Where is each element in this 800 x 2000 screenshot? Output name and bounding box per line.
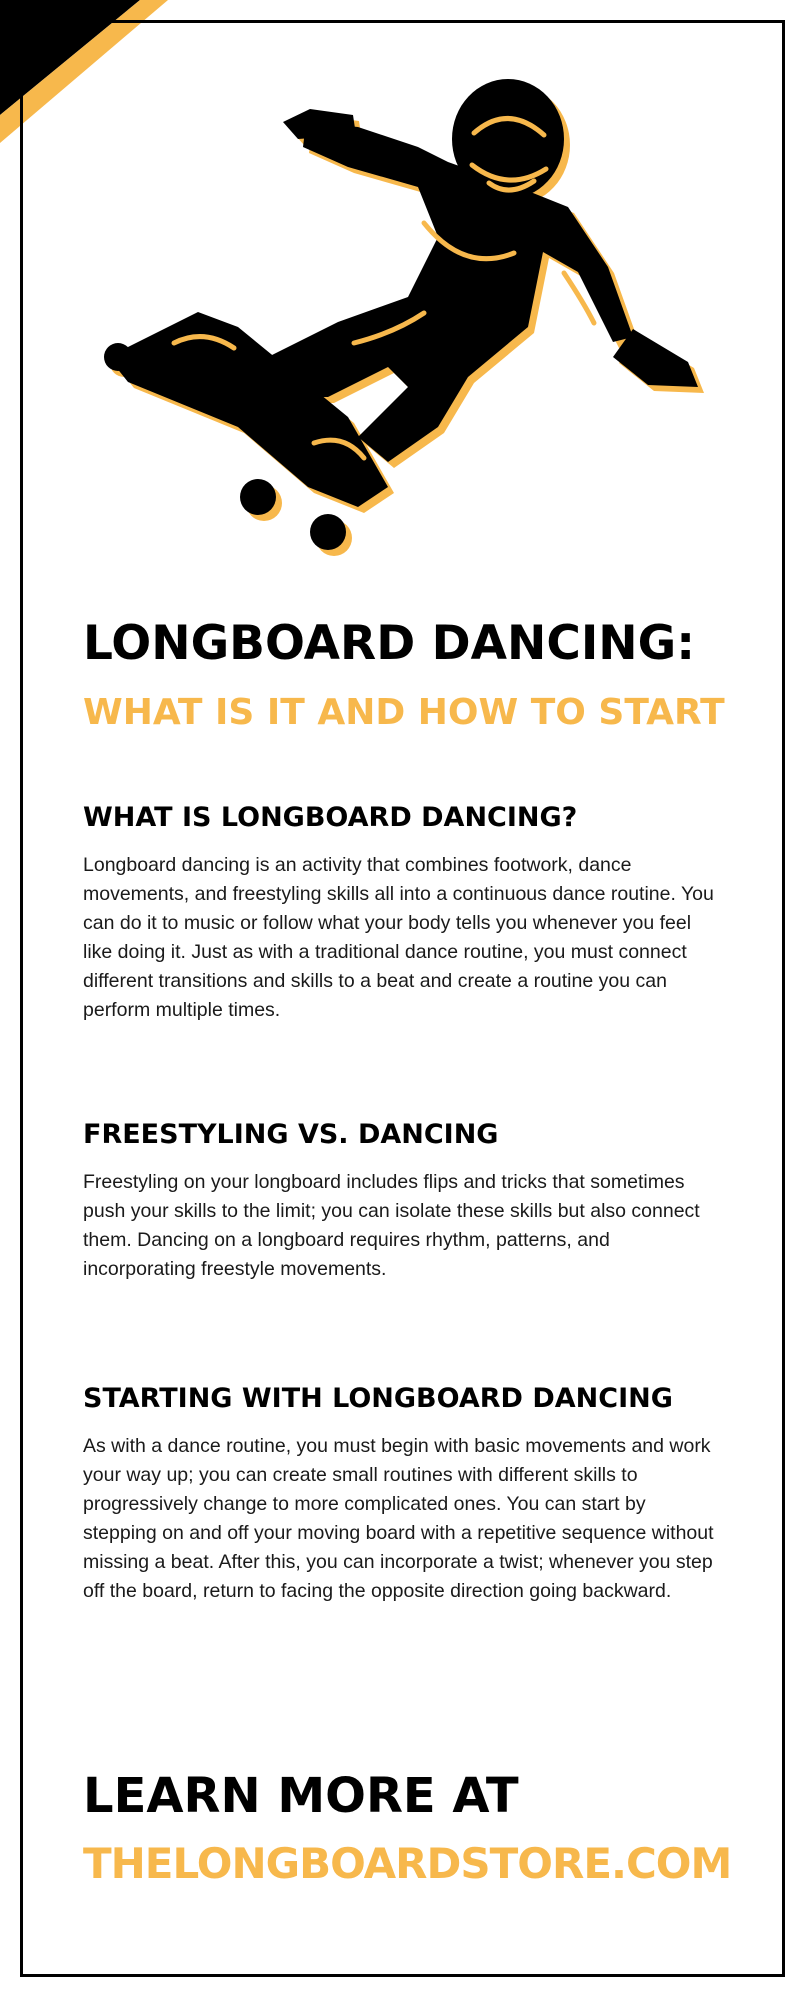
section-heading: FREESTYLING VS. DANCING bbox=[83, 1119, 499, 1150]
section-body: Longboard dancing is an activity that combines footwork, dance movements, and freestyling skills all into a continuous dance routine. You can do it to music or follow what your body tells you whenever you feel like doing it. Just as with a traditional dance routine, you must connect different transitions and skills to a beat and create a routine you can perform multiple times. bbox=[83, 853, 714, 1021]
section-what-is bbox=[83, 803, 723, 1025]
section-heading: WHAT IS LONGBOARD DANCING? bbox=[83, 802, 578, 833]
section-heading: STARTING WITH LONGBOARD DANCING bbox=[83, 1383, 673, 1414]
section-body: As with a dance routine, you must begin with basic movements and work your way up; you can create small routines with different skills to progressively change to more complicated ones. You can start by stepping on and off your moving board with a repetitive sequence without missing a beat. After this, you can incorporate a twist; whenever you step off the board, return to facing the opposite direction going backward. bbox=[83, 1434, 714, 1602]
longboard-skater-icon bbox=[88, 66, 718, 566]
section-freestyling-vs-dancing bbox=[83, 1120, 723, 1284]
page-title: LONGBOARD DANCING: bbox=[83, 616, 696, 671]
section-body: Freestyling on your longboard includes flips and tricks that sometimes push your skills to the limit; you can isolate these skills but also connect them. Dancing on a longboard requires rhythm, patterns, and incorporating freestyle movements. bbox=[83, 1170, 700, 1280]
section-starting bbox=[83, 1384, 723, 1606]
page-subtitle: WHAT IS IT AND HOW TO START bbox=[83, 692, 725, 733]
cta-heading: LEARN MORE AT bbox=[83, 1768, 519, 1824]
cta-website-link[interactable]: THELONGBOARDSTORE.COM bbox=[83, 1839, 732, 1888]
